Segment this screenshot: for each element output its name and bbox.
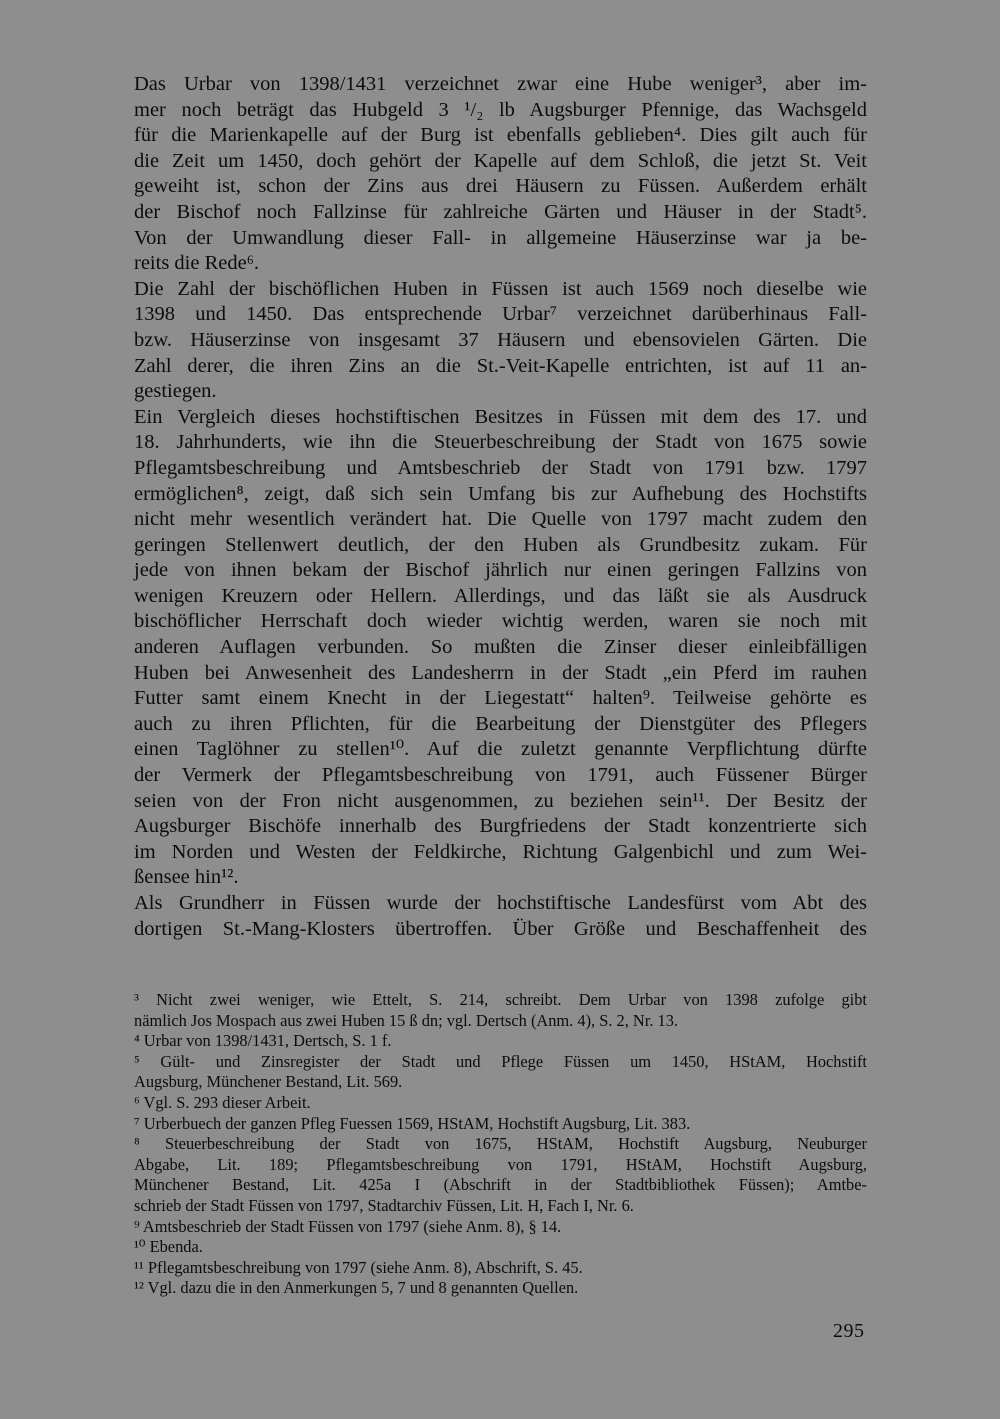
footnote-line: Abgabe, Lit. 189; Pflegamtsbeschreibung von 1791, HStAM, Hochstift Augsburg, xyxy=(134,1154,867,1174)
text-line: bzw. Häuserzinse von insgesamt 37 Häusern und ebensovielen Gärten. Die xyxy=(134,328,867,351)
text-line: Pflegamtsbeschreibung und Amtsbeschrieb der Stadt von 1791 bzw. 1797 xyxy=(134,456,867,479)
text-line: Von der Umwandlung dieser Fall- in allgemeine Häuserzinse war ja be- xyxy=(134,226,867,249)
text-line: reits die Rede⁶. xyxy=(134,252,259,275)
footnote-line: ¹² Vgl. dazu die in den Anmerkungen 5, 7 und 8 genannten Quellen. xyxy=(134,1278,579,1298)
text-line: mer noch beträgt das Hubgeld 3 ¹/₂ lb Augsburger Pfennige, das Wachsgeld xyxy=(134,98,867,121)
footnote-line: nämlich Jos Mospach aus zwei Huben 15 ß dn; vgl. Dertsch (Anm. 4), S. 2, Nr. 13. xyxy=(134,1010,679,1030)
text-line: bischöflicher Herrschaft doch wieder wichtig werden, waren sie noch mit xyxy=(134,610,867,633)
footnote-line: Münchener Bestand, Lit. 425a I (Abschrift in der Stadtbibliothek Füssen); Amtbe- xyxy=(134,1175,867,1195)
text-line: wenigen Kreuzern oder Hellern. Allerdings, und das läßt sie als Ausdruck xyxy=(134,584,867,607)
footnote-line: Augsburg, Münchener Bestand, Lit. 569. xyxy=(134,1072,403,1092)
text-line: anderen Auflagen verbunden. So mußten die Zinser dieser einleibfälligen xyxy=(134,636,867,659)
text-line: Huben bei Anwesenheit des Landesherrn in der Stadt „ein Pferd im rauhen xyxy=(134,661,867,684)
text-line: geweiht ist, schon der Zins aus drei Häusern zu Füssen. Außerdem erhält xyxy=(134,175,867,198)
footnote-line: ⁹ Amtsbeschrieb der Stadt Füssen von 1797 (siehe Anm. 8), § 14. xyxy=(134,1216,562,1236)
text-line: auch zu ihren Pflichten, für die Bearbeitung der Dienstgüter des Pflegers xyxy=(134,712,867,735)
text-line: für die Marienkapelle auf der Burg ist ebenfalls geblieben⁴. Dies gilt auch für xyxy=(134,124,867,147)
page-number: 295 xyxy=(833,1320,865,1342)
text-line: nicht mehr wesentlich verändert hat. Die Quelle von 1797 macht zudem den xyxy=(134,508,867,531)
main-text xyxy=(134,72,867,942)
text-line: geringen Stellenwert deutlich, der den Huben als Grundbesitz zukam. Für xyxy=(134,533,867,556)
text-line: die Zeit um 1450, doch gehört der Kapelle auf dem Schloß, die jetzt St. Veit xyxy=(134,149,867,172)
text-line: 1398 und 1450. Das entsprechende Urbar⁷ verzeichnet darüberhinaus Fall- xyxy=(134,303,867,326)
text-line: Augsburger Bischöfe innerhalb des Burgfriedens der Stadt konzentrierte sich xyxy=(134,815,867,838)
footnote-line: ¹¹ Pflegamtsbeschreibung von 1797 (siehe Anm. 8), Abschrift, S. 45. xyxy=(134,1257,583,1277)
text-line: ßensee hin¹². xyxy=(134,866,239,889)
text-line: jede von ihnen bekam der Bischof jährlich nur einen geringen Fallzins von xyxy=(134,559,867,582)
text-line: Futter samt einem Knecht in der Liegestatt“ halten⁹. Teilweise gehörte es xyxy=(134,687,867,710)
footnote-line: ⁴ Urbar von 1398/1431, Dertsch, S. 1 f. xyxy=(134,1031,392,1051)
text-line: dortigen St.-Mang-Klosters übertroffen. Über Größe und Beschaffenheit des xyxy=(134,917,867,940)
text-line: ermöglichen⁸, zeigt, daß sich sein Umfang bis zur Aufhebung des Hochstifts xyxy=(134,482,867,505)
footnote-line: ³ Nicht zwei weniger, wie Ettelt, S. 214, schreibt. Dem Urbar von 1398 zufolge gibt xyxy=(134,990,867,1009)
footnote-line: ⁶ Vgl. S. 293 dieser Arbeit. xyxy=(134,1092,311,1112)
footnote-line: schrieb der Stadt Füssen von 1797, Stadtarchiv Füssen, Lit. H, Fach I, Nr. 6. xyxy=(134,1195,634,1215)
text-line: Ein Vergleich dieses hochstiftischen Besitzes in Füssen mit dem des 17. und xyxy=(134,405,867,428)
footnote-line: ⁸ Steuerbeschreibung der Stadt von 1675, HStAM, Hochstift Augsburg, Neuburger xyxy=(134,1134,867,1154)
footnotes xyxy=(134,990,867,1299)
text-line: seien von der Fron nicht ausgenommen, zu beziehen sein¹¹. Der Besitz der xyxy=(134,789,867,812)
text-line: 18. Jahrhunderts, wie ihn die Steuerbeschreibung der Stadt von 1675 sowie xyxy=(134,431,867,454)
text-line: einen Taglöhner zu stellen¹⁰. Auf die zuletzt genannte Verpflichtung dürfte xyxy=(134,738,867,761)
text-line: der Bischof noch Fallzinse für zahlreiche Gärten und Häuser in der Stadt⁵. xyxy=(134,200,867,223)
footnote-line: ⁷ Urberbuech der ganzen Pfleg Fuessen 1569, HStAM, Hochstift Augsburg, Lit. 383. xyxy=(134,1113,691,1133)
text-line: im Norden und Westen der Feldkirche, Richtung Galgenbichl und zum Wei- xyxy=(134,840,867,863)
text-line: Als Grundherr in Füssen wurde der hochstiftische Landesfürst vom Abt des xyxy=(134,892,867,914)
text-line: Das Urbar von 1398/1431 verzeichnet zwar eine Hube weniger³, aber im- xyxy=(134,73,867,95)
text-line: der Vermerk der Pflegamtsbeschreibung von 1791, auch Füssener Bürger xyxy=(134,764,867,787)
text-line: Die Zahl der bischöflichen Huben in Füssen ist auch 1569 noch dieselbe wie xyxy=(134,277,867,300)
text-line: gestiegen. xyxy=(134,380,217,403)
footnote-line: ¹⁰ Ebenda. xyxy=(134,1237,203,1257)
text-line: Zahl derer, die ihren Zins an die St.-Veit-Kapelle entrichten, ist auf 11 an- xyxy=(134,354,867,377)
footnote-line: ⁵ Gült- und Zinsregister der Stadt und Pflege Füssen um 1450, HStAM, Hochstift xyxy=(134,1051,867,1071)
